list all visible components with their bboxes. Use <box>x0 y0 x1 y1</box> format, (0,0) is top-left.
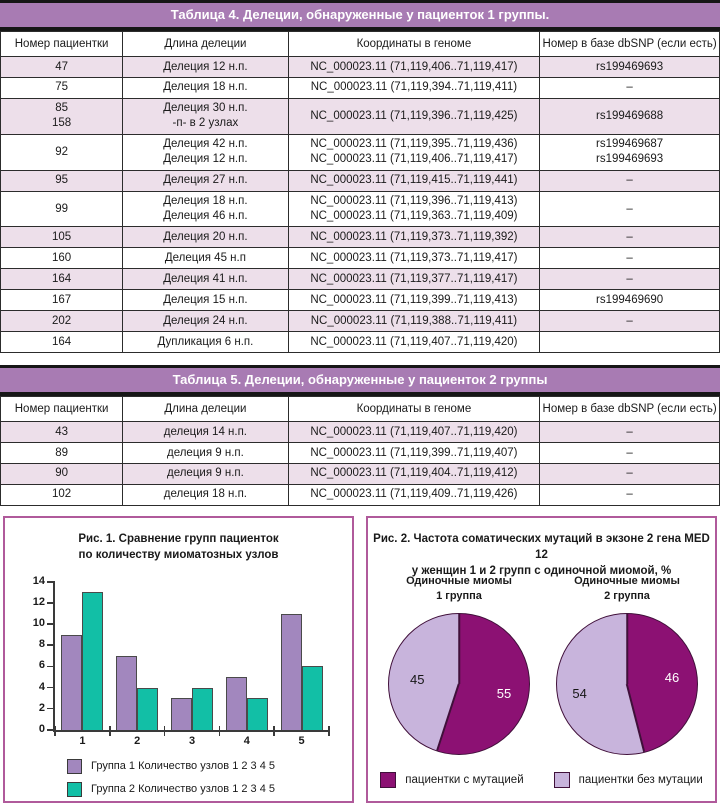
table-cell: 85 158 <box>1 98 123 134</box>
x-axis-tick <box>273 726 275 736</box>
column-header-length: Длина делеции <box>123 32 288 57</box>
x-axis-tick <box>109 726 111 736</box>
y-axis-tick-label: 0 <box>38 722 45 735</box>
table-row <box>1 422 720 443</box>
y-axis-tick-label: 6 <box>38 659 45 672</box>
table-row <box>1 191 720 227</box>
legend-item-group2 <box>67 782 275 797</box>
figure-1-box <box>3 516 354 803</box>
column-header-coords: Координаты в геноме <box>288 397 540 422</box>
table-cell: NC_000023.11 (71,119,388..71,119,411) <box>288 311 540 332</box>
table-cell: 99 <box>1 191 123 227</box>
y-axis-tick <box>47 581 55 583</box>
pie-group1-value-with-mutation: 55 <box>496 686 512 702</box>
x-axis-category-label: 3 <box>188 734 196 747</box>
table-cell <box>540 332 720 353</box>
legend-swatch-group2 <box>67 782 82 797</box>
table-cell: NC_000023.11 (71,119,373..71,119,417) <box>288 248 540 269</box>
table-cell: rs199469688 <box>540 98 720 134</box>
table-cell: Делеция 18 н.п. Делеция 46 н.п. <box>123 191 288 227</box>
legend-label-group1: Группа 1 Количество узлов 1 2 3 4 5 <box>91 760 276 773</box>
pie-group2-subtitle <box>551 574 703 605</box>
table-4-section <box>0 0 720 353</box>
column-header-dbsnp: Номер в базе dbSNP (если есть) <box>540 397 720 422</box>
bar-group1 <box>116 656 137 730</box>
table-cell: rs199469693 <box>540 57 720 78</box>
y-axis-tick-label: 10 <box>32 617 45 630</box>
table-cell: 47 <box>1 57 123 78</box>
y-axis-tick <box>47 687 55 689</box>
table-cell: NC_000023.11 (71,119,407..71,119,420) <box>288 332 540 353</box>
pie-group1-value-without-mutation: 45 <box>410 672 425 688</box>
header-row <box>1 397 720 422</box>
table-row <box>1 227 720 248</box>
figure-1-title-line1: Рис. 1. Сравнение групп пациенток <box>78 532 279 545</box>
y-axis-tick-label: 4 <box>38 680 45 693</box>
table-cell: 164 <box>1 332 123 353</box>
bar-group1 <box>171 698 192 730</box>
y-axis-tick-label: 8 <box>38 638 45 651</box>
legend-item-group1 <box>67 759 275 774</box>
figures-row <box>0 516 720 803</box>
x-axis-category-label: 4 <box>243 734 250 747</box>
table-cell: 102 <box>1 484 123 505</box>
x-axis-tick <box>54 726 56 736</box>
table-row <box>1 269 720 290</box>
pie-group2-value-with-mutation: 46 <box>664 669 680 685</box>
table-5-title: Таблица 5. Делеции, обнаруженные у пациенток 2 группы <box>0 365 720 396</box>
pie-group2-subtitle-line2: 2 группа <box>604 590 650 603</box>
table-cell: делеция 9 н.п. <box>123 443 288 464</box>
table-4-header <box>1 32 720 57</box>
y-axis-tick-label: 2 <box>38 701 45 714</box>
legend-swatch-without-mutation <box>554 772 570 788</box>
table-cell: Делеция 27 н.п. <box>123 170 288 191</box>
table-cell: NC_000023.11 (71,119,377..71,119,417) <box>288 269 540 290</box>
figure-2-box <box>366 516 717 803</box>
column-header-patient: Номер пациентки <box>1 32 123 57</box>
table-cell: 105 <box>1 227 123 248</box>
y-axis-tick <box>47 623 55 625</box>
table-cell: NC_000023.11 (71,119,415..71,119,441) <box>288 170 540 191</box>
table-cell: Делеция 12 н.п. <box>123 57 288 78</box>
figure-1-title-line2: по количеству миоматозных узлов <box>78 548 279 561</box>
bar-group1 <box>281 614 302 730</box>
table-cell: 92 <box>1 134 123 170</box>
x-axis-tick <box>328 726 330 736</box>
table-cell: делеция 14 н.п. <box>123 422 288 443</box>
table-row <box>1 248 720 269</box>
legend-swatch-group1 <box>67 759 82 774</box>
bar-group2 <box>192 688 213 730</box>
table-cell: 95 <box>1 170 123 191</box>
pie-slice-divider <box>626 614 628 684</box>
table-row <box>1 443 720 464</box>
table-cell: 167 <box>1 290 123 311</box>
pie-slice-divider <box>437 683 460 750</box>
bar-plot <box>32 574 329 747</box>
column-header-length: Длина делеции <box>123 397 288 422</box>
table-cell: Делеция 24 н.п. <box>123 311 288 332</box>
pie-chart-group2 <box>556 613 698 755</box>
legend-item-without-mutation <box>554 772 703 788</box>
table-cell: Делеция 45 н.п <box>123 248 288 269</box>
table-cell: делеция 18 н.п. <box>123 484 288 505</box>
column-header-coords: Координаты в геноме <box>288 32 540 57</box>
figure-1-title <box>5 531 352 563</box>
pie-group1-column <box>383 574 535 755</box>
figure-2-title <box>368 531 715 579</box>
figure-2-title-line1: Рис. 2. Частота соматических мутаций в экзоне 2 гена MED 12 <box>373 532 710 561</box>
table-cell: Делеция 18 н.п. <box>123 77 288 98</box>
x-axis-tick <box>219 726 221 736</box>
table-5 <box>0 396 720 506</box>
table-cell: Дупликация 6 н.п. <box>123 332 288 353</box>
legend-swatch-with-mutation <box>380 772 396 788</box>
x-axis-category-label: 2 <box>134 734 141 747</box>
table-row <box>1 170 720 191</box>
table-cell: – <box>540 269 720 290</box>
legend-item-with-mutation <box>380 772 523 788</box>
table-cell: NC_000023.11 (71,119,373..71,119,392) <box>288 227 540 248</box>
table-cell: Делеция 41 н.п. <box>123 269 288 290</box>
table-row <box>1 290 720 311</box>
pie-group1-subtitle <box>383 574 535 605</box>
table-4 <box>0 31 720 353</box>
table-cell: rs199469687 rs199469693 <box>540 134 720 170</box>
table-cell: – <box>540 463 720 484</box>
table-row <box>1 332 720 353</box>
table-cell: NC_000023.11 (71,119,395..71,119,436) NC_000023.11 (71,119,406..71,119,417) <box>288 134 540 170</box>
table-4-body <box>1 57 720 353</box>
bar-group1 <box>226 677 247 730</box>
table-row <box>1 134 720 170</box>
pie-group2-column <box>551 574 703 755</box>
table-cell: Делеция 20 н.п. <box>123 227 288 248</box>
table-cell: – <box>540 227 720 248</box>
table-cell: – <box>540 77 720 98</box>
table-4-title: Таблица 4. Делеции, обнаруженные у пациенток 1 группы. <box>0 0 720 31</box>
pie-group1-subtitle-line1: Одиночные миомы <box>406 574 512 587</box>
table-5-section <box>0 365 720 506</box>
figure-1-legend <box>67 759 275 805</box>
table-cell: – <box>540 170 720 191</box>
table-cell: делеция 9 н.п. <box>123 463 288 484</box>
figure-2-title-line2: у женщин 1 и 2 групп с одиночной миомой, % <box>411 565 672 577</box>
y-axis-tick <box>47 644 55 646</box>
table-cell: Делеция 15 н.п. <box>123 290 288 311</box>
bar-group2 <box>82 592 103 729</box>
table-cell: NC_000023.11 (71,119,396..71,119,413) NC_000023.11 (71,119,363..71,119,409) <box>288 191 540 227</box>
table-cell: – <box>540 443 720 464</box>
x-axis-category-label: 5 <box>298 734 305 747</box>
table-cell: NC_000023.11 (71,119,399..71,119,407) <box>288 443 540 464</box>
bar-group1 <box>61 635 82 730</box>
table-cell: NC_000023.11 (71,119,399..71,119,413) <box>288 290 540 311</box>
table-cell: 89 <box>1 443 123 464</box>
table-row <box>1 311 720 332</box>
table-cell: – <box>540 248 720 269</box>
table-cell: NC_000023.11 (71,119,394..71,119,411) <box>288 77 540 98</box>
table-cell: – <box>540 484 720 505</box>
pie-group2-subtitle-line1: Одиночные миомы <box>574 574 680 587</box>
table-cell: 202 <box>1 311 123 332</box>
table-row <box>1 57 720 78</box>
table-cell: 164 <box>1 269 123 290</box>
y-axis-tick-label: 14 <box>32 574 45 587</box>
table-5-header <box>1 397 720 422</box>
column-header-patient: Номер пациентки <box>1 397 123 422</box>
bar-group2 <box>247 698 268 730</box>
y-axis-tick <box>47 602 55 604</box>
y-axis-tick-label: 12 <box>32 595 45 608</box>
table-cell: NC_000023.11 (71,119,409..71,119,426) <box>288 484 540 505</box>
header-row <box>1 32 720 57</box>
bar-group2 <box>137 688 158 730</box>
figure-2-legend <box>368 772 715 788</box>
table-cell: Делеция 30 н.п. -п- в 2 узлах <box>123 98 288 134</box>
legend-label-without-mutation: пациентки без мутации <box>578 773 703 786</box>
table-cell: NC_000023.11 (71,119,406..71,119,417) <box>288 57 540 78</box>
column-header-dbsnp: Номер в базе dbSNP (если есть) <box>540 32 720 57</box>
table-cell: – <box>540 191 720 227</box>
table-cell: rs199469690 <box>540 290 720 311</box>
pie-slice-divider <box>458 614 460 684</box>
x-axis-category-label: 1 <box>79 734 86 747</box>
bar-group2 <box>302 666 323 729</box>
table-cell: NC_000023.11 (71,119,407..71,119,420) <box>288 422 540 443</box>
pie-group2-value-without-mutation: 54 <box>572 686 587 702</box>
table-row <box>1 77 720 98</box>
pie-chart-group1 <box>388 613 530 755</box>
x-axis-tick <box>164 726 166 736</box>
legend-label-with-mutation: пациентки с мутацией <box>405 773 524 786</box>
table-row <box>1 484 720 505</box>
legend-label-group2: Группа 2 Количество узлов 1 2 3 4 5 <box>91 783 276 796</box>
table-cell: 160 <box>1 248 123 269</box>
table-cell: – <box>540 311 720 332</box>
pie-group1-subtitle-line2: 1 группа <box>436 590 482 603</box>
table-row <box>1 463 720 484</box>
y-axis-tick <box>47 708 55 710</box>
table-cell: 90 <box>1 463 123 484</box>
table-cell: NC_000023.11 (71,119,404..71,119,412) <box>288 463 540 484</box>
table-5-body <box>1 422 720 506</box>
table-cell: 43 <box>1 422 123 443</box>
table-cell: – <box>540 422 720 443</box>
table-cell: Делеция 42 н.п. Делеция 12 н.п. <box>123 134 288 170</box>
table-row <box>1 98 720 134</box>
table-cell: NC_000023.11 (71,119,396..71,119,425) <box>288 98 540 134</box>
y-axis-tick <box>47 666 55 668</box>
table-cell: 75 <box>1 77 123 98</box>
pie-slice-divider <box>626 683 645 751</box>
